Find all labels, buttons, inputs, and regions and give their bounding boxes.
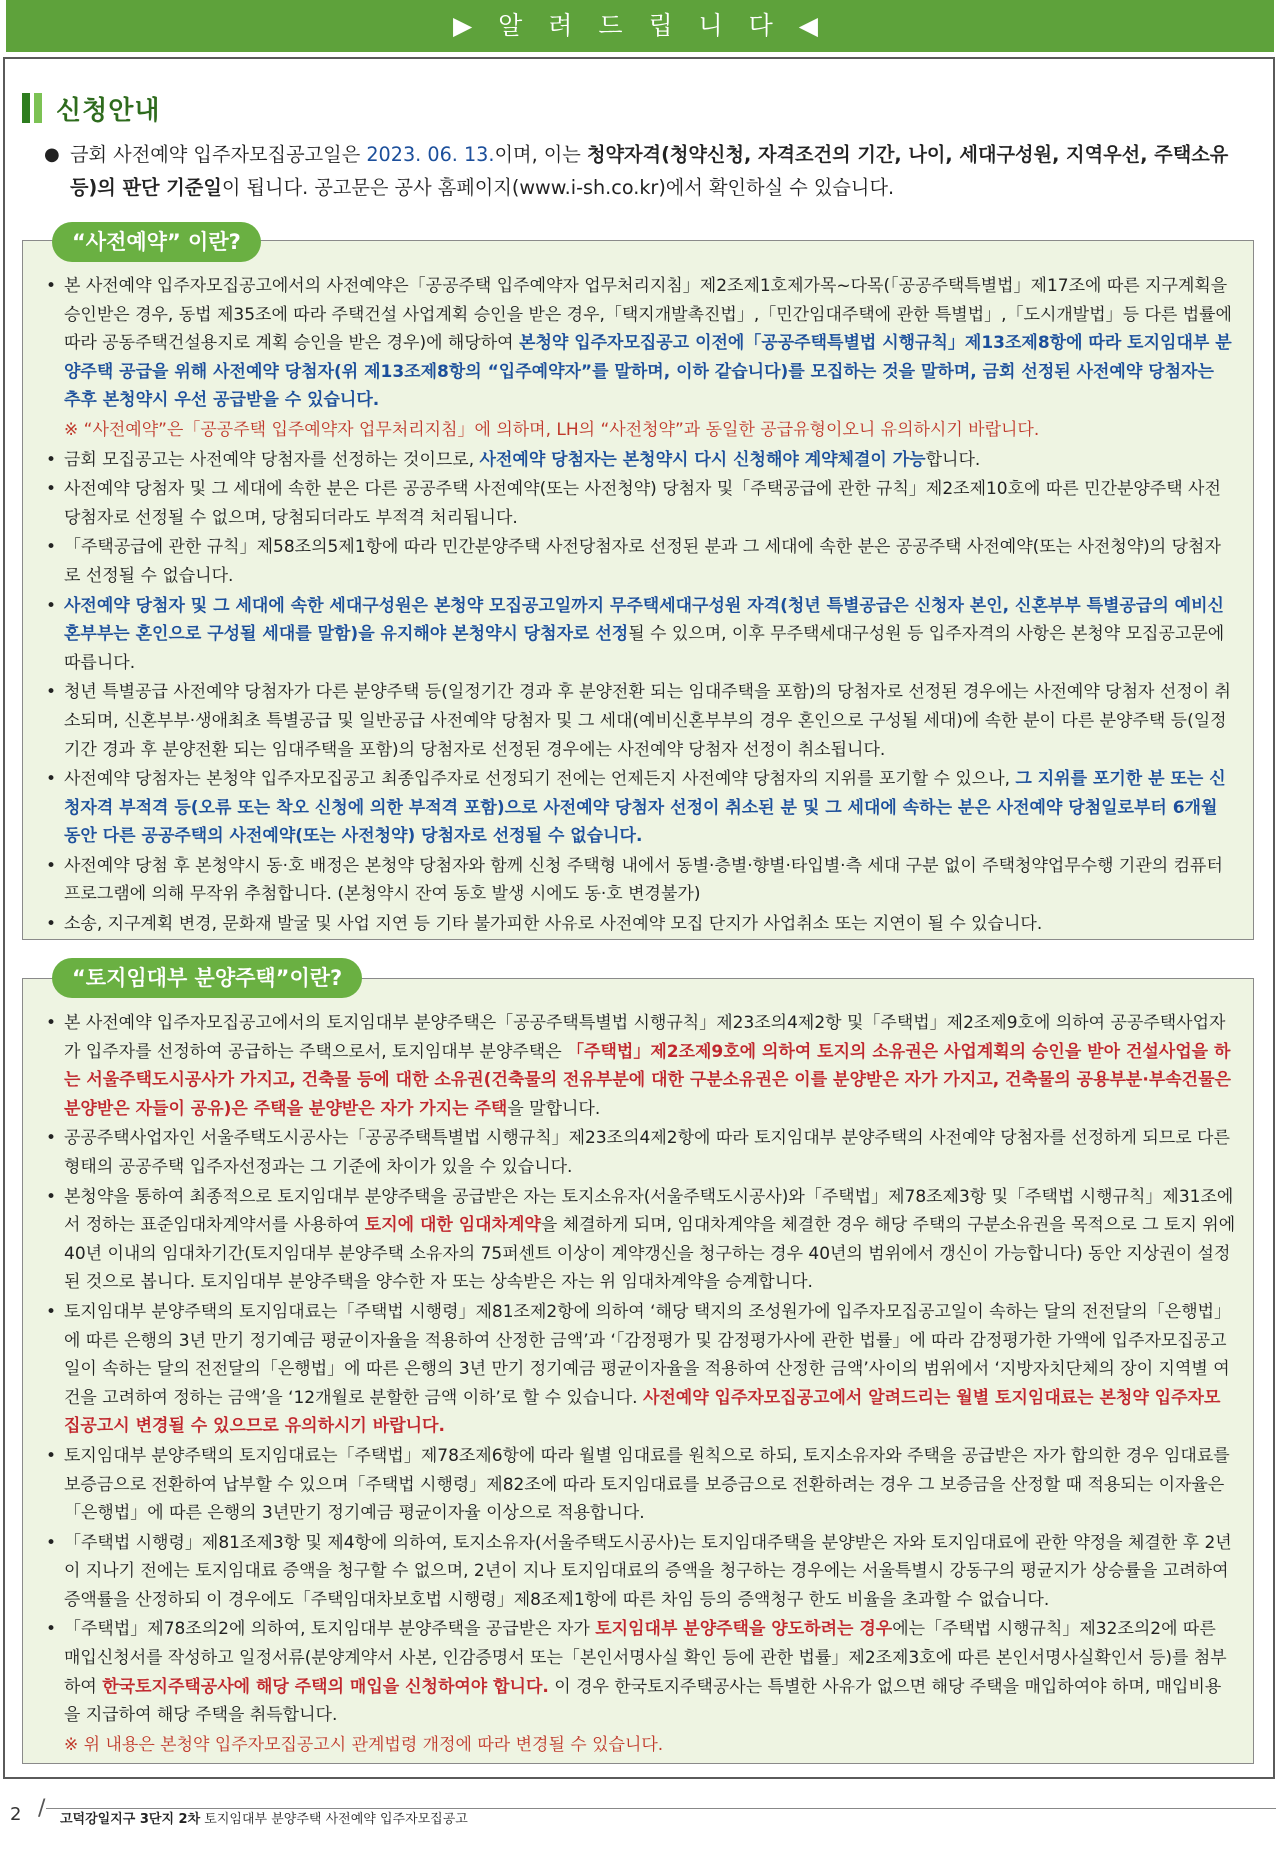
list-item: • 토지임대부 분양주택의 토지임대료는「주택법」제78조제6항에 따라 월별 임대료를 원칙으로 하되, 토지소유자와 주택을 공급받은 자가 합의한 경우 임대료를 보증금으로 전환하여 납부할 수 있으며「주택법 시행령」제82조에 따라 토지임대료를 보증금으로 전환하려는 경우 그 보증금을 산정할 때 적용되는 이자율은「은행법」에 따른 은행의 3년만기 정기예금 평균이자율 이상으로 적용합니다. <box>46 1445 1230 1524</box>
notice-banner: ▶ 알 려 드 립 니 다 ◀ <box>6 0 1274 52</box>
list-item: • 「주택법」제78조의2에 의하여, 토지임대부 분양주택을 공급받은 자가 토지임대부 분양주택을 양도하려는 경우에는「주택법 시행규칙」제32조의2에 따른 매입신청서를 작성하고 일정서류(분양계약서 사본, 인감증명서 또는「본인서명사실 확인 등에 관한 법률」제2조제3호에 따른 본인서명사실확인서 등)를 첨부하여 한국토지주택공사에 해당 주택의 매입을 신청하여야 합니다. 이 경우 한국토지주택공사는 특별한 사유가 없으면 해당 주택을 매입하여야 하며, 매입비용을 지급하여 해당 주택을 취득합니다. <box>46 1619 1227 1726</box>
intro-text-1: 금회 사전예약 입주자모집공고일은 <box>70 143 367 166</box>
footer-title: 고덕강일지구 3단지 2차 토지임대부 분양주택 사전예약 입주자모집공고 <box>60 1812 468 1827</box>
intro-text-2: 이며, 이는 <box>494 143 587 166</box>
list-item: • 사전예약 당첨자는 본청약 입주자모집공고 최종입주자로 선정되기 전에는 언제든지 사전예약 당첨자의 지위를 포기할 수 있으나, 그 지위를 포기한 분 또는 신청자격 부적격 등(오류 또는 착오 신청에 의한 부적격 포함)으로 사전예약 당첨자 선정이 취소된 분 및 그 세대에 속하는 분은 사전예약 당첨일로부터 6개월 동안 다른 공공주택의 사전예약(또는 사전청약) 당첨자로 선정될 수 없습니다. <box>46 769 1226 847</box>
caution-note: ※ 위 내용은 본청약 입주자모집공고시 관계법령 개정에 따라 변경될 수 있습니다. <box>64 1734 664 1755</box>
intro-text-3: 이 됩니다. 공고문은 공사 홈페이지(www.i-sh.co.kr)에서 확인하실 수 있습니다. <box>221 176 895 199</box>
pre-reservation-label: “사전예약” 이란? <box>52 222 261 262</box>
list-item: • 소송, 지구계획 변경, 문화재 발굴 및 사업 지연 등 기타 불가피한 사유로 사전예약 모집 단지가 사업취소 또는 지연이 될 수 있습니다. <box>46 914 1043 935</box>
list-item: • 청년 특별공급 사전예약 당첨자가 다른 분양주택 등(일정기간 경과 후 분양전환 되는 임대주택을 포함)의 당첨자로 선정된 경우에는 사전예약 당첨자 선정이 취소되며, 신혼부부·생애최초 특별공급 및 일반공급 사전예약 당첨자 및 그 세대(예비신혼부부의 경우 혼인으로 구성될 세대)에 속한 분이 다른 분양주택 등(일정기간 경과 후 분양전환 되는 임대주택을 포함)의 당첨자로 선정된 경우에는 사전예약 당첨자 선정이 취소됩니다. <box>46 682 1231 760</box>
list-item: • 본 사전예약 입주자모집공고에서의 사전예약은「공공주택 입주예약자 업무처리지침」제2조제1호제가목~다목(「공공주택특별법」제17조에 따른 지구계획을 승인받은 경우, 동법 제35조에 따라 주택건설 사업계획 승인을 받은 경우,「택지개발촉진법」,「민간임대주택에 관한 특별법」,「도시개발법」등 다른 법률에 따라 공동주택건설용지로 계획 승인을 받은 경우)에 해당하여 본청약 입주자모집공고 이전에「공공주택특별법 시행규칙」제13조제8항에 따라 토지임대부 분양주택 공급을 위해 사전예약 당첨자(위 제13조제8항의 “입주예약자”를 말하며, 이하 같습니다)를 모집하는 것을 말하며, 금회 선정된 사전예약 당첨자는 추후 본청약시 우선 공급받을 수 있습니다. <box>46 276 1232 411</box>
list-item: • 토지임대부 분양주택의 토지임대료는「주택법 시행령」제81조제2항에 의하여 ‘해당 택지의 조성원가에 입주자모집공고일이 속하는 달의 전전달의「은행법」에 따른 은행의 3년 만기 정기예금 평균이자율을 적용하여 산정한 금액’과 ‘「감정평가 및 감정평가사에 관한 법률」에 따라 감정평가한 가액에 입주자모집공고일이 속하는 달의 전전달의「은행법」에 따른 은행의 3년 만기 정기예금 평균이자율을 적용하여 산정한 금액’사이의 범위에서 ‘지방자치단체의 장이 지역별 여건을 고려하여 정하는 금액’을 ‘12개월로 분할한 금액 이하’로 할 수 있습니다. 사전예약 입주자모집공고에서 알려드리는 월별 토지임대료는 본청약 입주자모집공고시 변경될 수 있으므로 유의하시기 바랍니다. <box>46 1301 1232 1437</box>
list-item: • 사전예약 당첨자 및 그 세대에 속한 세대구성원은 본청약 모집공고일까지 무주택세대구성원 자격(청년 특별공급은 신청자 본인, 신혼부부 특별공급의 예비신혼부부는 혼인으로 구성될 세대를 말함)을 유지해야 본청약시 당첨자로 선정될 수 있으며, 이후 무주택세대구성원 등 입주자격의 사항은 본청약 모집공고문에 따릅니다. <box>46 595 1225 673</box>
section-title-text: 신청안내 <box>56 95 161 126</box>
list-item: • 「주택공급에 관한 규칙」제58조의5제1항에 따라 민간분양주택 사전당첨자로 선정된 분과 그 세대에 속한 분은 공공주택 사전예약(또는 사전청약)의 당첨자로 선정될 수 없습니다. <box>46 537 1221 586</box>
footer-slash-icon: / <box>38 1796 46 1821</box>
title-bar-icon <box>22 93 30 123</box>
notice-date: 2023. 06. 13. <box>366 143 495 166</box>
list-item: • 「주택법 시행령」제81조제3항 및 제4항에 의하여, 토지소유자(서울주택도시공사)는 토지임대주택을 분양받은 자와 토지임대료에 관한 약정을 체결한 후 2년이 지나기 전에는 토지임대료 증액을 청구할 수 없으며, 2년이 지나 토지임대료의 증액을 청구하는 경우에는 서울특별시 강동구의 평균지가 상승률을 고려하여 증액률을 산정하되 이 경우에도「주택임대차보호법 시행령」제8조제1항에 따른 차임 등의 증액청구 한도 비율을 초과할 수 없습니다. <box>46 1532 1232 1610</box>
list-item: • 본청약을 통하여 최종적으로 토지임대부 분양주택을 공급받은 자는 토지소유자(서울주택도시공사)와「주택법」제78조제3항 및「주택법 시행규칙」제31조에서 정하는 표준임대차계약서를 사용하여 토지에 대한 임대차계약을 체결하게 되며, 임대차계약을 체결한 경우 해당 주택의 구분소유권을 목적으로 그 토지 위에 40년 이내의 임대차기간(토지임대부 분양주택 소유자의 75퍼센트 이상이 계약갱신을 청구하는 경우 40년의 범위에서 갱신이 가능합니다) 동안 지상권이 설정된 것으로 봅니다. 토지임대부 분양주택을 양수한 자 또는 상속받은 자는 위 임대차계약을 승계합니다. <box>46 1186 1236 1293</box>
intro-criteria: 청약자격(청약신청, 자격조건의 기간, 나이, 세대구성원, 지역우선, 주택소유 등)의 판단 기준일 <box>70 143 1229 199</box>
intro-paragraph <box>44 138 1249 204</box>
bullet-icon: ● <box>44 144 60 165</box>
page-footer <box>0 1790 1280 1850</box>
page-number: 2 <box>10 1804 22 1825</box>
list-item: • 금회 모집공고는 사전예약 당첨자를 선정하는 것이므로, 사전예약 당첨자는 본청약시 다시 신청해야 계약체결이 가능합니다. <box>46 449 981 470</box>
list-item: • 공공주택사업자인 서울주택도시공사는「공공주택특별법 시행규칙」제23조의4제2항에 따라 토지임대부 분양주택의 사전예약 당첨자를 선정하게 되므로 다른 형태의 공공주택 입주자선정과는 그 기준에 차이가 있을 수 있습니다. <box>46 1128 1230 1177</box>
list-item: • 본 사전예약 입주자모집공고에서의 토지임대부 분양주택은「공공주택특별법 시행규칙」제23조의4제2항 및「주택법」제2조제9호에 의하여 공공주택사업자가 입주자를 선정하여 공급하는 주택으로서, 토지임대부 분양주택은 「주택법」제2조제9호에 의하여 토지의 소유권은 사업계획의 승인을 받아 건설사업을 하는 서울주택도시공사가 가지고, 건축물 등에 대한 소유권(건축물의 전유부분에 대한 구분소유권은 이를 분양받은 자가 가지고, 건축물의 공용부분·부속건물은 분양받은 자들이 공유)은 주택을 분양받은 자가 가지는 주택을 말합니다. <box>46 1013 1231 1119</box>
pre-reservation-list <box>44 272 1236 940</box>
land-lease-list <box>44 1009 1236 1760</box>
caution-note: ※ “사전예약”은「공공주택 입주예약자 업무처리지침」에 의하며, LH의 “사전청약”과 동일한 공급유형이오니 유의하시기 바랍니다. <box>64 419 1040 440</box>
list-item: • 사전예약 당첨 후 본청약시 동·호 배정은 본청약 당첨자와 함께 신청 주택형 내에서 동별·층별·향별·타입별·측 세대 구분 없이 주택청약업무수행 기관의 컴퓨터 프로그램에 의해 무작위 추첨합니다. (본청약시 잔여 동호 발생 시에도 동·호 변경불가) <box>46 855 1223 905</box>
land-lease-label: “토지임대부 분양주택”이란? <box>52 958 362 998</box>
title-bar-accent-icon <box>34 93 42 123</box>
list-item: • 사전예약 당첨자 및 그 세대에 속한 분은 다른 공공주택 사전예약(또는 사전청약) 당첨자 및「주택공급에 관한 규칙」제2조제10호에 따른 민간분양주택 사전 당첨자로 선정될 수 없으며, 당첨되더라도 부적격 처리됩니다. <box>46 479 1221 528</box>
section-title <box>22 90 160 126</box>
